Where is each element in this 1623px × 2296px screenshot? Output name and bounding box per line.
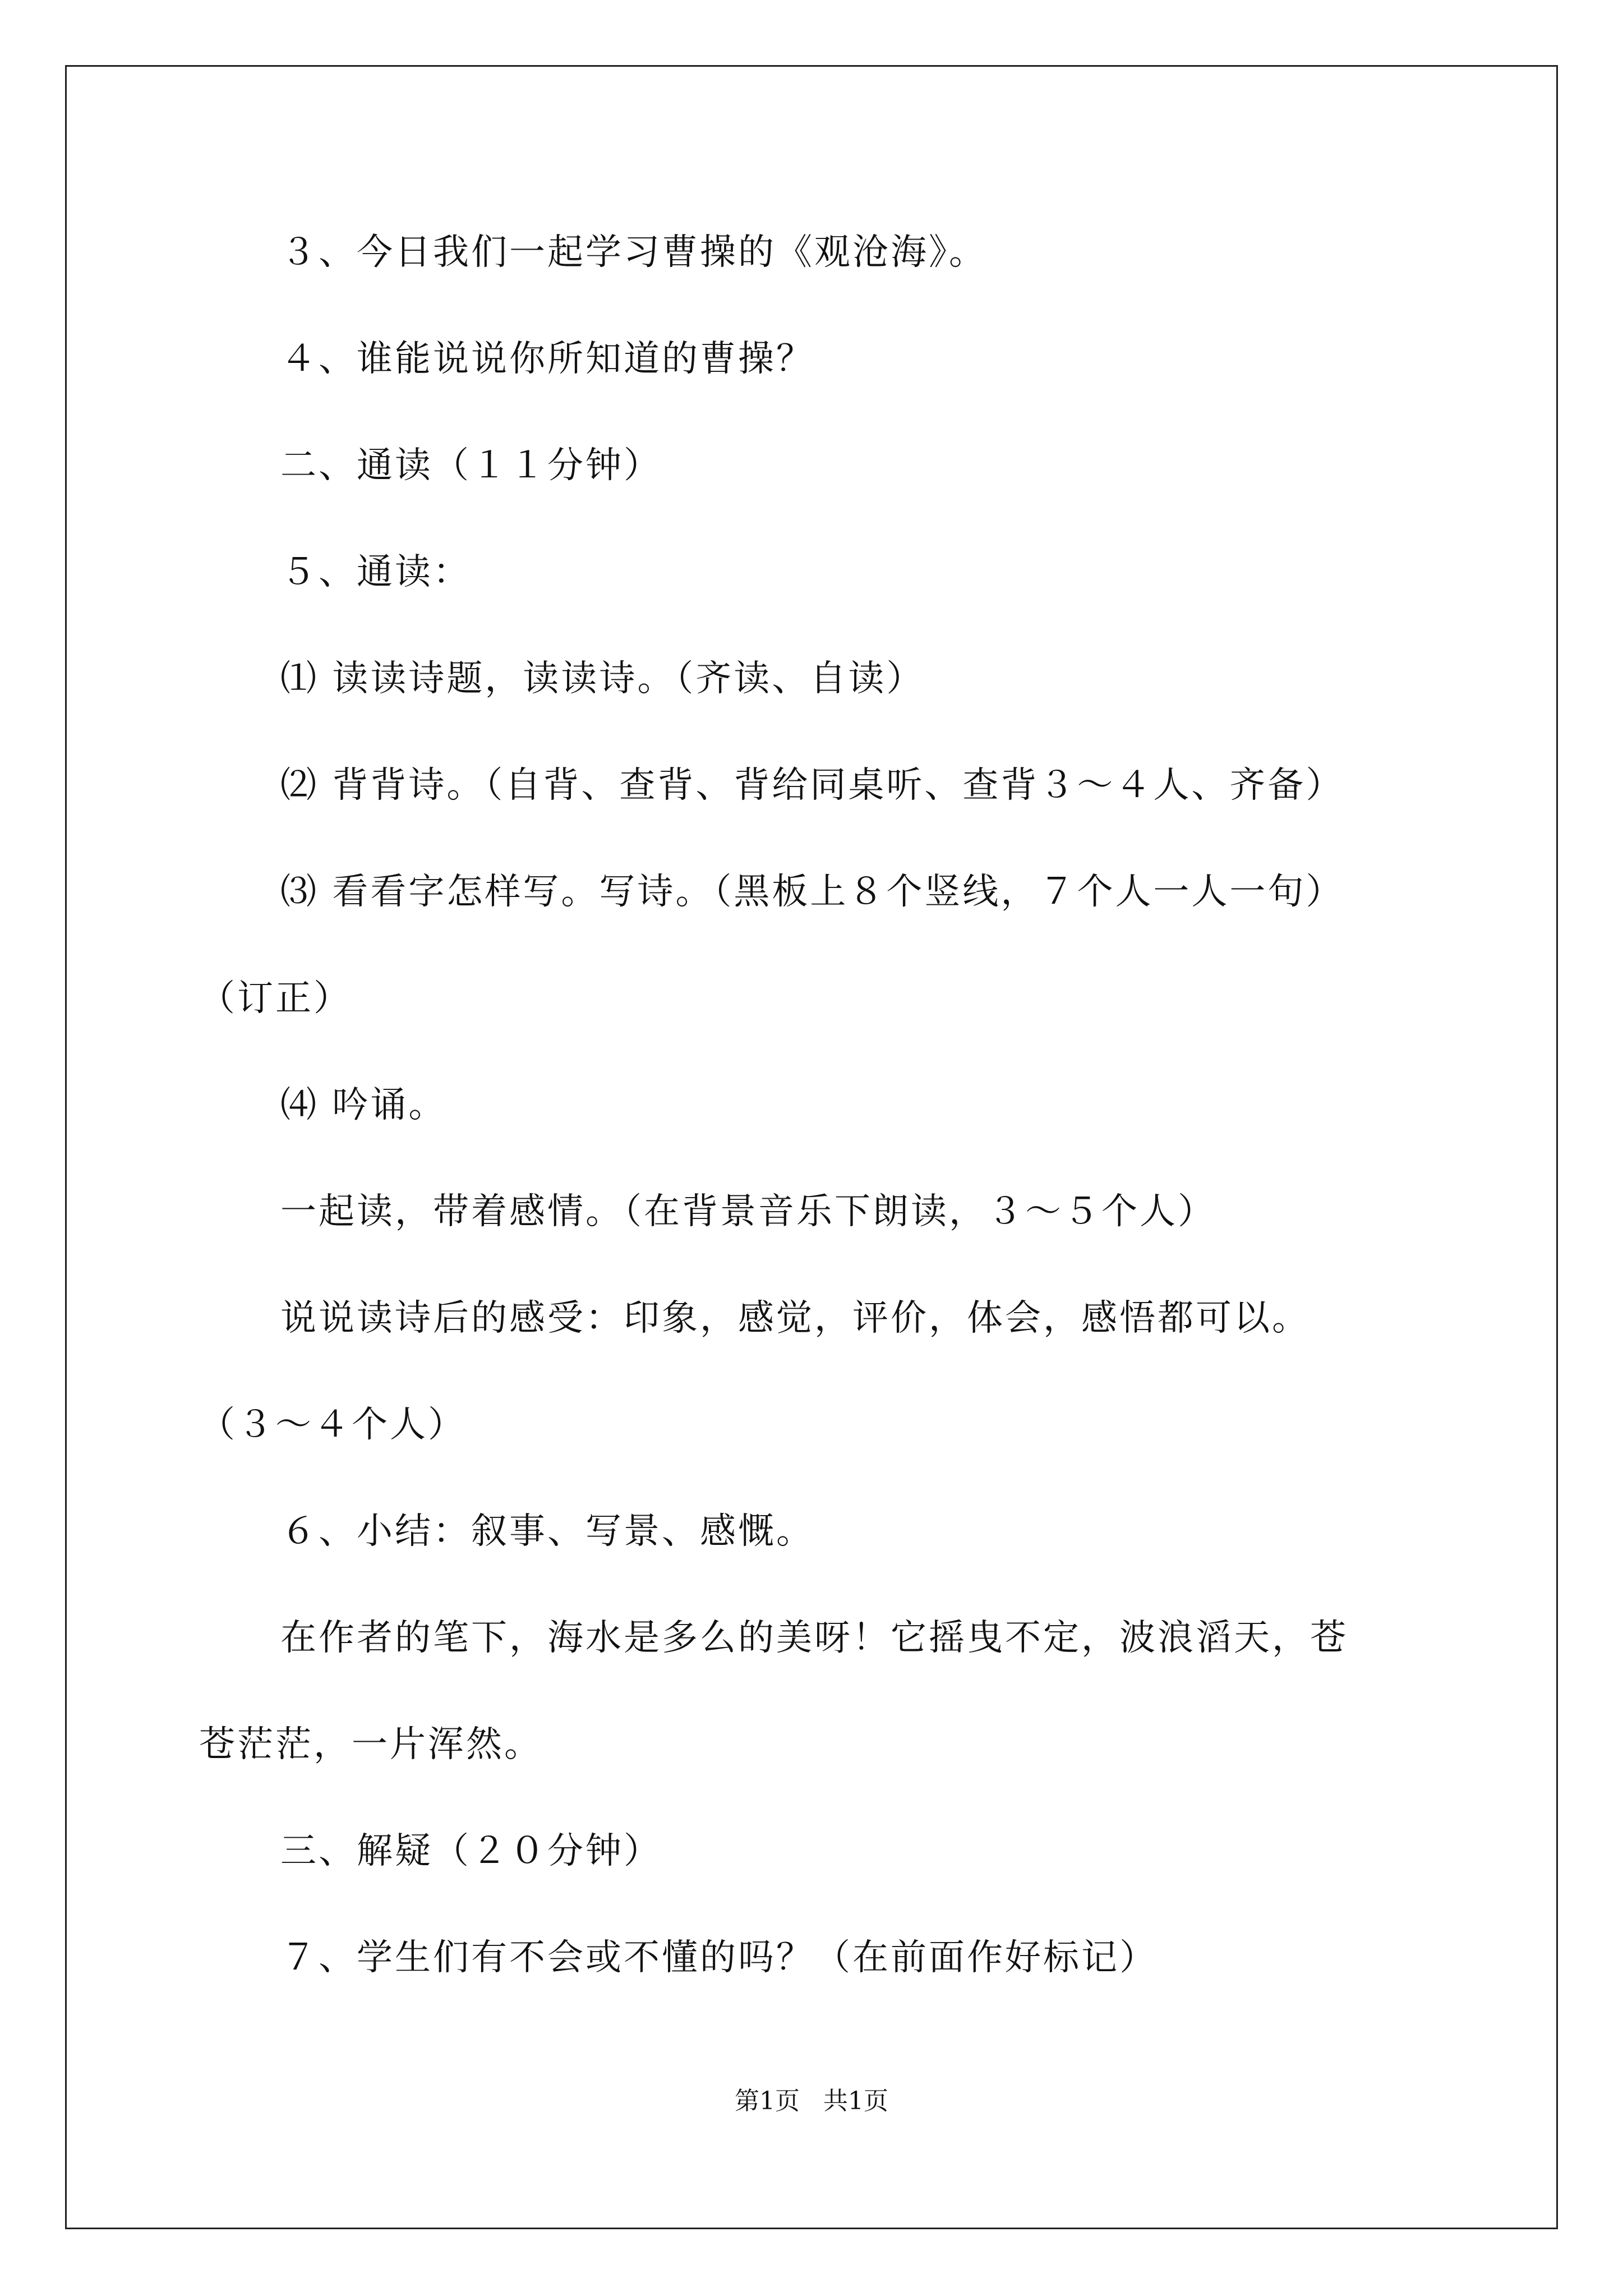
text-line: ⑵ 背背诗。（自背、查背、背给同桌听、查背３～４人、齐备） — [280, 765, 1344, 806]
text-line: ６、小结：叙事、写景、感慨。 — [280, 1511, 814, 1552]
text-line: 在作者的笔下，海水是多么的美呀！它摇曳不定，波浪滔天，苍 — [280, 1617, 1348, 1659]
text-line: 二、通读（１１分钟） — [280, 445, 662, 486]
text-line: ⑷ 吟诵。 — [280, 1084, 447, 1126]
page-total: 共1页 — [823, 2087, 888, 2115]
page-border — [65, 65, 1558, 2229]
text-line: ⑶ 看看字怎样写。写诗。（黑板上８个竖线，７个人一人一句） — [280, 871, 1344, 913]
page-number: 第1页 — [735, 2087, 800, 2115]
text-line: 苍茫茫，一片浑然。 — [199, 1724, 542, 1765]
text-line: ５、通读： — [280, 551, 471, 593]
text-line: （订正） — [199, 978, 352, 1019]
text-line: 三、解疑（２０分钟） — [280, 1830, 662, 1872]
text-line: ３、今日我们一起学习曹操的《观沧海》。 — [280, 232, 987, 273]
text-line: ４、谁能说说你所知道的曹操？ — [280, 338, 814, 380]
text-line: ７、学生们有不会或不懂的吗？（在前面作好标记） — [280, 1937, 1158, 1978]
page-footer — [0, 2086, 1623, 2117]
text-line: 说说读诗后的感受：印象，感觉，评价，体会，感悟都可以。 — [280, 1297, 1310, 1339]
text-line: ⑴ 读读诗题，读读诗。（齐读、自读） — [280, 658, 925, 700]
text-line: （３～４个人） — [199, 1404, 466, 1446]
text-line: 一起读，带着感情。（在背景音乐下朗读，３～５个人） — [280, 1191, 1216, 1232]
